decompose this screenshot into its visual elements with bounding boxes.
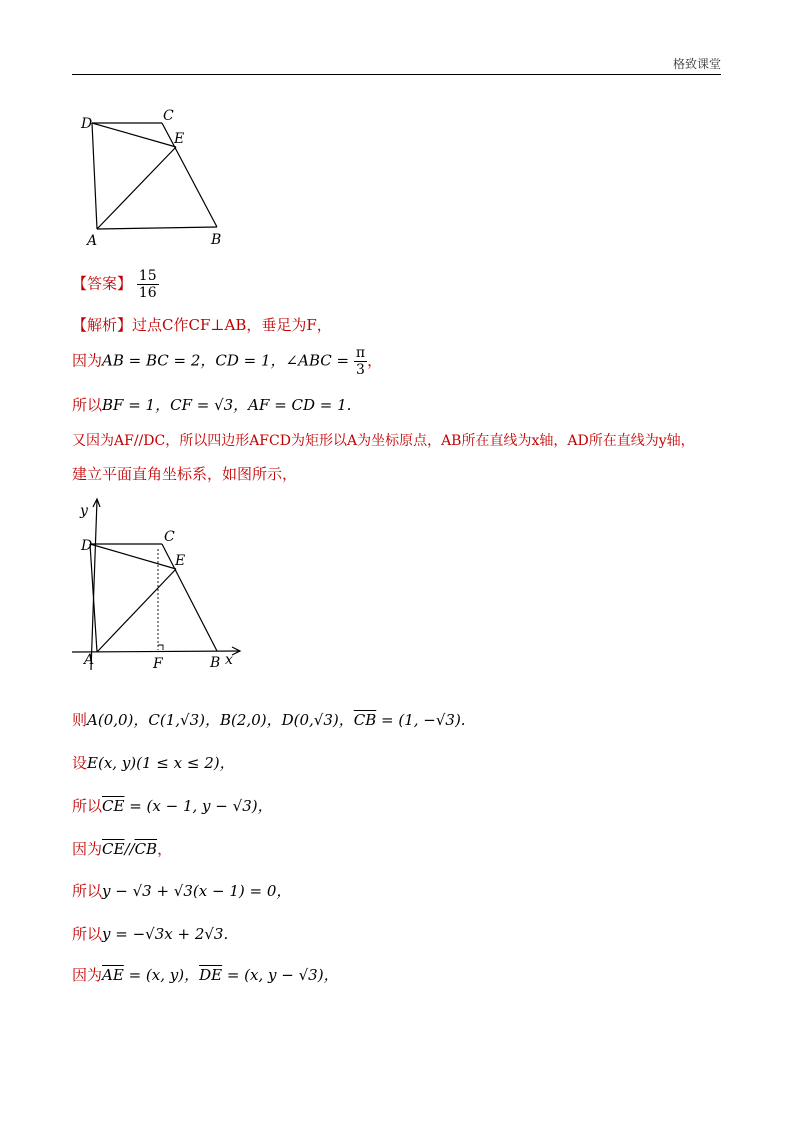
fig2-label-a: A bbox=[84, 652, 95, 668]
fig1-label-b: B bbox=[211, 232, 222, 248]
text-suffix: ， bbox=[157, 840, 173, 858]
step-1 bbox=[72, 709, 466, 730]
angle-denominator: 3 bbox=[356, 362, 365, 378]
angle-fraction bbox=[354, 345, 367, 378]
text-prefix: 所以 bbox=[72, 797, 103, 815]
answer-fraction bbox=[137, 268, 159, 301]
vector-cb: $\overline{CB}$ bbox=[353, 711, 377, 729]
analysis-l4: 又因为AF//DC，所以四边形AFCD为矩形以A为坐标原点，AB所在直线为x轴，AD所在直线为y轴， bbox=[72, 433, 695, 449]
math-expr: A(0,0)，C(1,√3)，B(2,0)，D(0,√3)， bbox=[87, 711, 354, 729]
fig2-label-b: B bbox=[210, 655, 221, 671]
angle-numerator: π bbox=[355, 345, 366, 361]
vector-ce: $\overline{CE}$ bbox=[102, 840, 125, 858]
fig2-label-x: x bbox=[225, 652, 233, 668]
math-expr: = (x − 1, y − √3)， bbox=[124, 797, 273, 815]
fig2-label-c: C bbox=[164, 529, 175, 545]
fig2-label-y: y bbox=[80, 503, 88, 519]
analysis-l1: 过点C作CF⊥AB，垂足为F， bbox=[132, 316, 332, 334]
analysis-l5: 建立平面直角坐标系，如图所示， bbox=[72, 465, 298, 483]
text-prefix: 所以 bbox=[72, 882, 103, 900]
answer-numerator: 15 bbox=[138, 268, 157, 284]
figure-quadrilateral bbox=[72, 100, 242, 255]
step-3 bbox=[72, 795, 273, 816]
fig2-label-f: F bbox=[153, 656, 163, 672]
math-expr: y = −√3x + 2√3. bbox=[102, 925, 229, 943]
fig1-label-a: A bbox=[87, 233, 98, 249]
text-prefix: 所以 bbox=[72, 925, 103, 943]
analysis-line-1 bbox=[72, 314, 332, 335]
step-7 bbox=[72, 964, 339, 985]
fig2-label-e: E bbox=[175, 553, 186, 569]
math-expr: = (x, y − √3)， bbox=[222, 966, 339, 984]
fig1-label-d: D bbox=[81, 116, 93, 132]
text-prefix: 所以 bbox=[72, 396, 103, 414]
parallel-sign: // bbox=[124, 840, 135, 858]
text-prefix: 因为 bbox=[72, 966, 103, 984]
analysis-line-4 bbox=[72, 430, 695, 450]
answer-tag: 【答案】 bbox=[72, 274, 133, 293]
step-2 bbox=[72, 752, 235, 773]
fig1-label-c: C bbox=[163, 108, 174, 124]
fig2-label-d: D bbox=[81, 538, 93, 554]
vector-ae: $\overline{AE}$ bbox=[102, 966, 124, 984]
header-rule bbox=[72, 74, 721, 75]
math-expr: BF = 1，CF = √3，AF = CD = 1. bbox=[102, 396, 352, 414]
step-5 bbox=[72, 880, 291, 901]
analysis-line-2 bbox=[72, 345, 382, 378]
vector-cb: $\overline{CB}$ bbox=[134, 840, 158, 858]
text-prefix: 因为 bbox=[72, 351, 103, 370]
figure-coordinate-system bbox=[72, 495, 252, 680]
analysis-tag: 【解析】 bbox=[72, 316, 133, 334]
analysis-line-3 bbox=[72, 394, 351, 415]
text-prefix: 设 bbox=[72, 754, 88, 772]
step-4 bbox=[72, 838, 172, 859]
step-6 bbox=[72, 923, 228, 944]
vector-de: $\overline{DE}$ bbox=[199, 966, 223, 984]
answer-denominator: 16 bbox=[138, 285, 157, 301]
math-expr: = (1, −√3). bbox=[376, 711, 466, 729]
math-expr: = (x, y)， bbox=[123, 966, 200, 984]
analysis-line-5 bbox=[72, 463, 297, 484]
text-prefix: 则 bbox=[72, 711, 88, 729]
header-brand: 格致课堂 bbox=[672, 57, 721, 71]
math-expr: AB = BC = 2，CD = 1，∠ABC = bbox=[102, 351, 350, 370]
fig1-label-e: E bbox=[174, 131, 185, 147]
text-prefix: 因为 bbox=[72, 840, 103, 858]
math-expr: E(x, y)(1 ≤ x ≤ 2)， bbox=[87, 754, 235, 772]
math-expr: y − √3 + √3(x − 1) = 0， bbox=[102, 882, 292, 900]
vector-ce: $\overline{CE}$ bbox=[102, 797, 125, 815]
answer-line bbox=[72, 268, 159, 301]
text-suffix: ， bbox=[367, 351, 383, 370]
